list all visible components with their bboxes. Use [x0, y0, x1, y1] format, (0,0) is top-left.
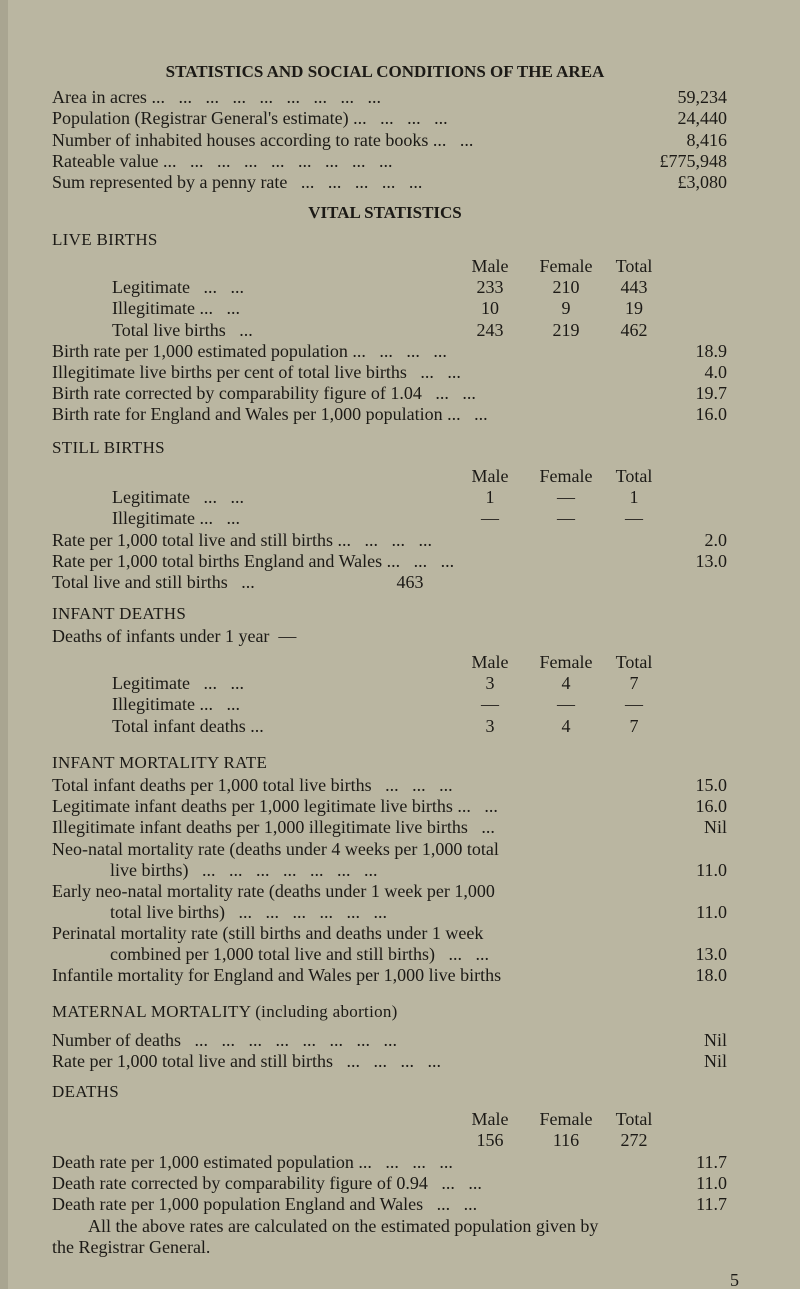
table-cell: 10: [481, 298, 499, 318]
row-value: 15.0: [695, 775, 727, 795]
table-cell: —: [557, 487, 575, 507]
table-cell: 116: [552, 1130, 580, 1150]
row-label-continued: combined per 1,000 total live and still births) ... ...: [110, 944, 489, 964]
table-cell: 4: [561, 716, 571, 736]
subheading: Deaths of infants under 1 year —: [52, 626, 297, 646]
page-edge: [0, 0, 8, 1289]
table-cell: 1: [485, 487, 495, 507]
row-label: Neo-natal mortality rate (deaths under 4 weeks per 1,000 total: [52, 838, 499, 859]
row-label: Sum represented by a penny rate ... ... ... ... ...: [52, 172, 423, 192]
section-heading: INFANT MORTALITY RATE: [52, 753, 268, 772]
row-value: £3,080: [677, 172, 727, 192]
row-value: 4.0: [704, 362, 727, 382]
column-header: Female: [539, 1109, 593, 1129]
column-header: Male: [471, 1109, 509, 1129]
table-cell: 233: [476, 277, 504, 297]
section-heading: MATERNAL MORTALITY (including abortion): [52, 1002, 398, 1021]
table-cell: —: [557, 694, 575, 714]
row-label: Infantile mortality for England and Wales per 1,000 live births: [52, 965, 502, 986]
row-label: Number of inhabited houses according to rate books ... ...: [52, 130, 474, 150]
table-cell: 4: [561, 673, 571, 693]
row-value: 11.0: [696, 901, 727, 922]
table-cell: 443: [620, 277, 648, 297]
table-row-label: Illegitimate ... ...: [112, 694, 240, 714]
row-value: 11.0: [696, 859, 727, 880]
table-row-label: Legitimate ... ...: [112, 277, 244, 297]
total-value: 463: [396, 572, 424, 592]
table-cell: 243: [476, 320, 504, 340]
column-header: Total: [615, 1109, 653, 1129]
table-cell: 462: [620, 320, 648, 340]
row-label: Birth rate per 1,000 estimated population ... ... ... ...: [52, 341, 447, 361]
row-label: Early neo-natal mortality rate (deaths under 1 week per 1,000: [52, 880, 495, 901]
table-cell: —: [625, 694, 643, 714]
row-label: Death rate per 1,000 estimated population ... ... ... ...: [52, 1152, 453, 1172]
page-title: STATISTICS AND SOCIAL CONDITIONS OF THE AREA: [165, 62, 605, 81]
note: the Registrar General.: [52, 1237, 211, 1257]
table-cell: 9: [561, 298, 571, 318]
row-value: 13.0: [695, 551, 727, 571]
row-value: 16.0: [695, 796, 727, 817]
table-cell: 19: [625, 298, 643, 318]
row-label: Perinatal mortality rate (still births and deaths under 1 week: [52, 923, 484, 943]
row-label-continued: total live births) ... ... ... ... ... ...: [110, 901, 387, 922]
row-value: Nil: [703, 1051, 727, 1071]
row-value: 16.0: [695, 404, 727, 424]
row-label: Birth rate for England and Wales per 1,000 population ... ...: [52, 404, 488, 424]
row-label: Rate per 1,000 total births England and Wales ... ... ...: [52, 551, 455, 571]
table-cell: 210: [552, 277, 580, 297]
table-cell: 7: [629, 716, 639, 736]
row-label: Total infant deaths per 1,000 total live births ... ... ...: [52, 775, 453, 795]
row-label: Area in acres ... ... ... ... ... ... ... ... ...: [52, 87, 381, 107]
row-value: 59,234: [677, 87, 727, 107]
row-label: Number of deaths ... ... ... ... ... ... ... ...: [52, 1030, 397, 1050]
column-header: Total: [615, 256, 653, 276]
row-label: Death rate corrected by comparability figure of 0.94 ... ...: [52, 1173, 482, 1193]
column-header: Female: [539, 652, 593, 672]
row-value: Nil: [703, 817, 727, 838]
table-cell: 3: [485, 673, 495, 693]
table-cell: 219: [552, 320, 580, 340]
row-value: 19.7: [695, 383, 727, 403]
row-value: 8,416: [686, 130, 727, 150]
table-row-label: Total infant deaths ...: [112, 716, 264, 736]
table-cell: —: [625, 508, 643, 528]
row-label: Rate per 1,000 total live and still births ... ... ... ...: [52, 530, 432, 550]
row-label: Legitimate infant deaths per 1,000 legitimate live births ... ...: [52, 796, 498, 817]
row-value: 11.7: [696, 1152, 727, 1172]
column-header: Female: [539, 256, 593, 276]
column-header: Total: [615, 466, 653, 486]
table-cell: 156: [476, 1130, 504, 1150]
table-row-label: Legitimate ... ...: [112, 673, 244, 693]
row-label: Rate per 1,000 total live and still births ... ... ... ...: [52, 1051, 441, 1071]
row-value: 18.0: [695, 965, 727, 986]
table-cell: 3: [485, 716, 495, 736]
row-value: 11.0: [696, 1173, 727, 1193]
row-value: 11.7: [696, 1194, 727, 1214]
column-header: Total: [615, 652, 653, 672]
section-heading: STILL BIRTHS: [52, 438, 165, 457]
row-label: Birth rate corrected by comparability figure of 1.04 ... ...: [52, 383, 476, 403]
section-heading: LIVE BIRTHS: [52, 230, 158, 249]
row-label: Population (Registrar General's estimate) ... ... ... ...: [52, 108, 448, 128]
column-header: Male: [471, 652, 509, 672]
table-cell: —: [481, 508, 499, 528]
table-cell: —: [557, 508, 575, 528]
row-label-continued: live births) ... ... ... ... ... ... ...: [110, 859, 378, 880]
table-row-label: Illegitimate ... ...: [112, 508, 240, 528]
table-cell: 272: [620, 1130, 648, 1150]
table-cell: 7: [629, 673, 639, 693]
row-value: 24,440: [677, 108, 727, 128]
table-cell: 1: [629, 487, 639, 507]
table-row-label: Total live births ...: [112, 320, 253, 340]
row-label: Illegitimate infant deaths per 1,000 illegitimate live births ...: [52, 817, 495, 838]
column-header: Female: [539, 466, 593, 486]
row-value: Nil: [703, 1030, 727, 1050]
table-row-label: Illegitimate ... ...: [112, 298, 240, 318]
row-value: 2.0: [704, 530, 727, 550]
row-value: 13.0: [695, 944, 727, 964]
row-value: 18.9: [695, 341, 727, 361]
row-label: Death rate per 1,000 population England and Wales ... ...: [52, 1194, 478, 1214]
section-heading: INFANT DEATHS: [52, 604, 187, 623]
table-row-label: Legitimate ... ...: [112, 487, 244, 507]
column-header: Male: [471, 256, 509, 276]
table-cell: —: [481, 694, 499, 714]
row-value: £775,948: [659, 151, 727, 171]
total-label: Total live and still births ...: [52, 572, 255, 592]
section-title: VITAL STATISTICS: [308, 203, 462, 222]
section-heading: DEATHS: [52, 1082, 119, 1101]
column-header: Male: [471, 466, 509, 486]
row-label: Rateable value ... ... ... ... ... ... ... ... ...: [52, 151, 393, 171]
row-label: Illegitimate live births per cent of total live births ... ...: [52, 362, 461, 382]
note: All the above rates are calculated on the estimated population given by: [88, 1216, 599, 1236]
page-number: 5: [730, 1270, 739, 1289]
